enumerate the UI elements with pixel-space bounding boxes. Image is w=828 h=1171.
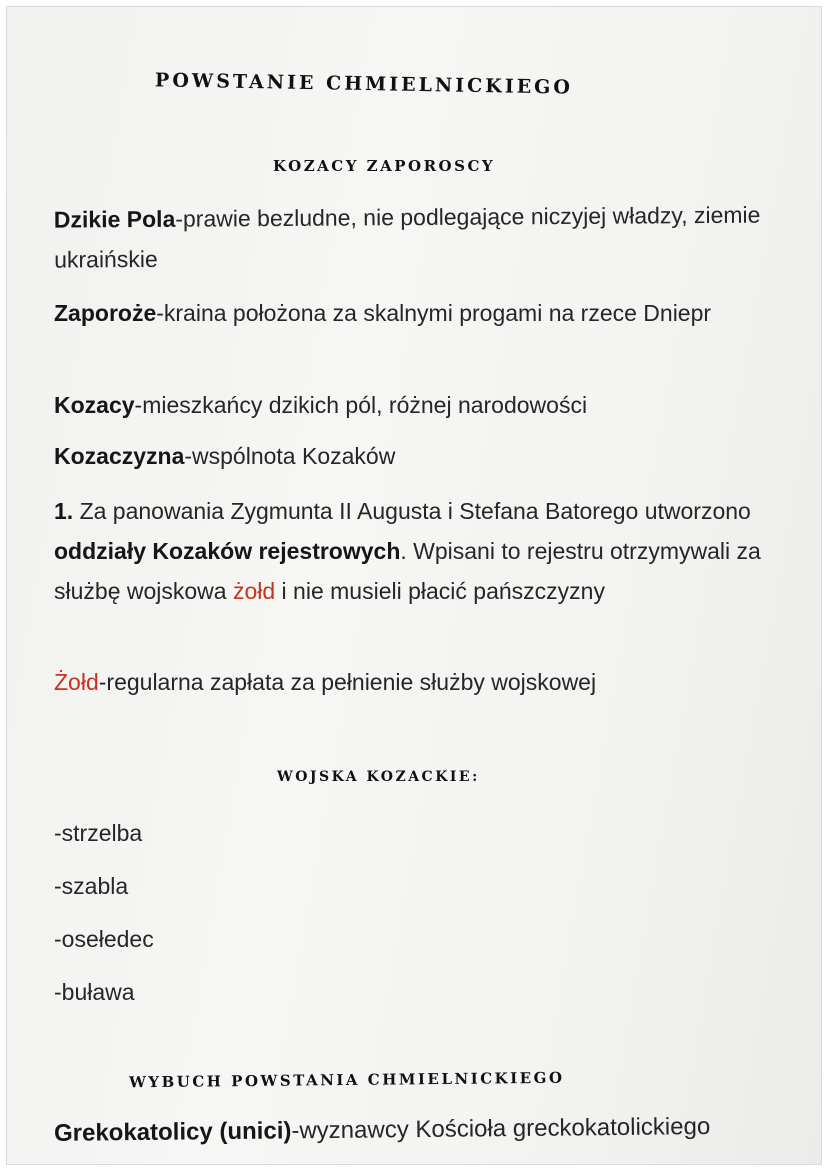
point-text: . Wpisani to rejestru otrzymywali za służbę wojskowa: [54, 538, 761, 604]
highlight-zold: żołd: [232, 578, 276, 604]
list-item: -buława: [54, 979, 135, 1005]
weapons-list: [54, 813, 154, 1025]
definition-text: -mieszkańcy dzikich pól, różnej narodowości: [134, 392, 588, 418]
list-item: -szabla: [54, 873, 129, 899]
list-item: -strzelba: [54, 820, 143, 846]
point-1-paragraph: [54, 491, 794, 611]
definition-term: Kozaczyzna: [54, 443, 185, 469]
definition-dzikie-pola: [54, 194, 795, 279]
definition-zold: [54, 662, 794, 702]
definition-text: -prawie bezludne, nie podlegające niczyjej władzy, ziemie ukraińskie: [54, 201, 761, 273]
section-heading-kozacy: KOZACY ZAPOROSCY: [273, 157, 496, 175]
definition-term-red: Żołd: [54, 669, 99, 695]
point-bold-text: oddziały Kozaków rejestrowych: [54, 538, 401, 564]
definition-kozacy: [54, 385, 794, 425]
definition-term: Kozacy: [54, 392, 135, 418]
point-text: Za panowania Zygmunta II Augusta i Stefana Batorego utworzono: [73, 498, 751, 524]
definition-kozaczyzna: [54, 436, 794, 476]
section-heading-wojska: WOJSKA KOZACKIE:: [277, 769, 480, 785]
document-page: [6, 6, 822, 1165]
list-item: -osełedec: [54, 926, 154, 952]
definition-grekokatolicy: [54, 1106, 794, 1154]
definition-text: -wyznawcy Kościoła greckokatolickiego: [291, 1113, 711, 1145]
section-heading-wybuch: WYBUCH POWSTANIA CHMIELNICKIEGO: [128, 1068, 565, 1092]
definition-text: -wspólnota Kozaków: [184, 443, 396, 469]
definition-term: Zaporoże: [54, 300, 157, 326]
definition-term: Dzikie Pola: [53, 205, 176, 233]
document-title: POWSTANIE CHMIELNICKIEGO: [154, 69, 574, 99]
definition-term: Grekokatolicy (unici): [53, 1117, 292, 1147]
definition-text: -regularna zapłata za pełnienie służby wojskowej: [98, 669, 597, 695]
definition-text: -kraina położona za skalnymi progami na rzece Dniepr: [156, 300, 712, 326]
definition-zaporoze: [54, 293, 794, 333]
point-number: 1.: [54, 498, 74, 524]
point-text: i nie musieli płacić pańszczyzny: [275, 578, 605, 604]
